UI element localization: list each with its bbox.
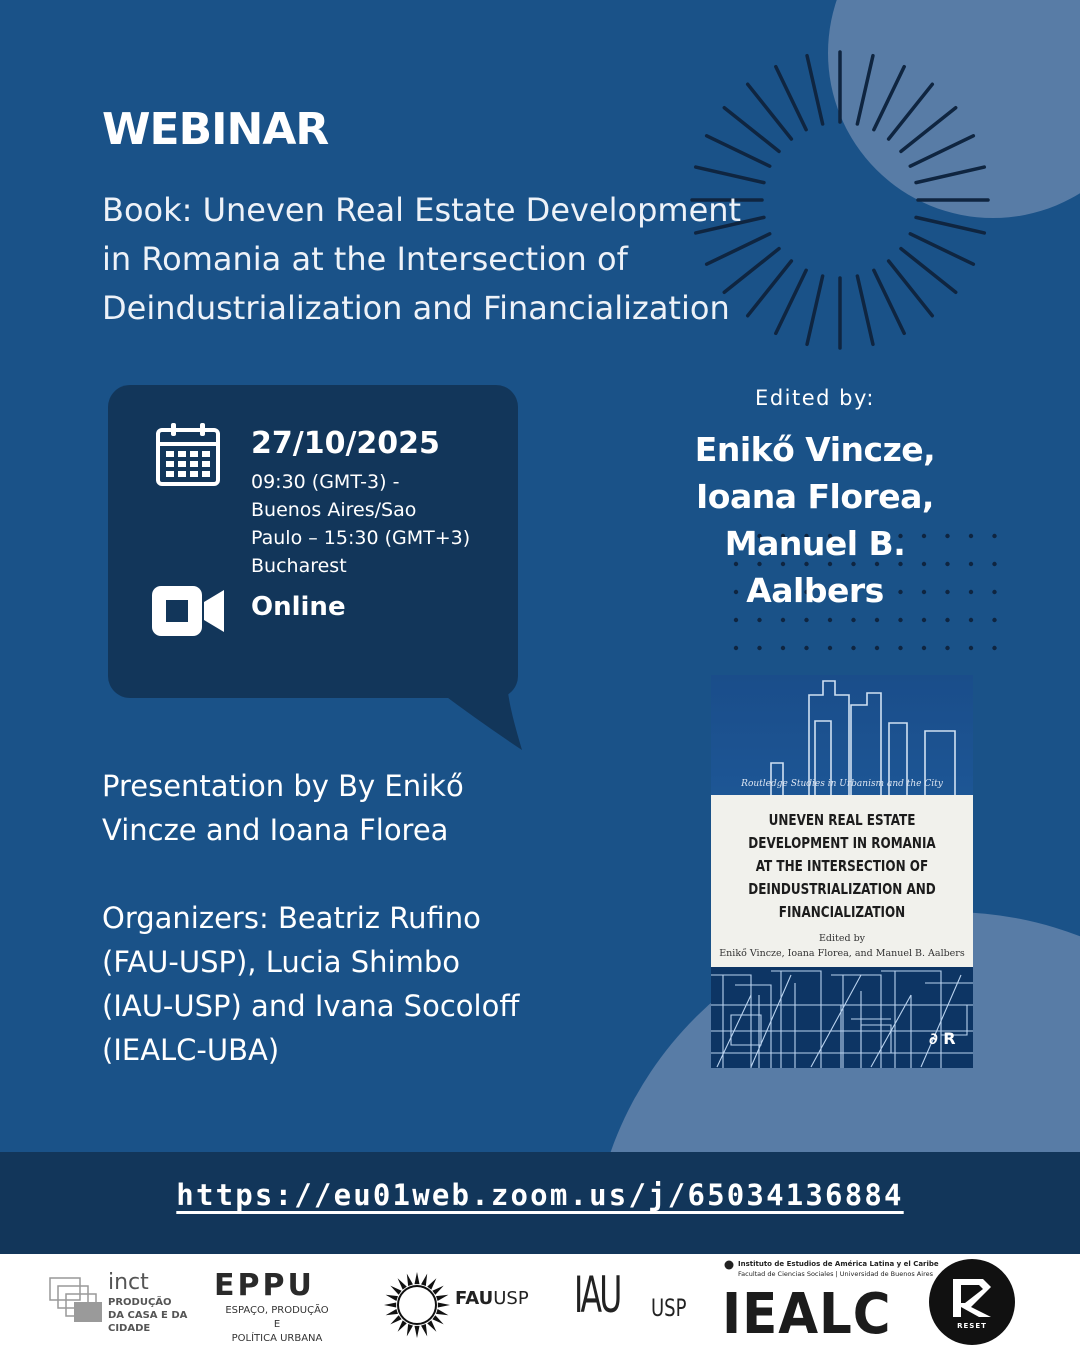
iealc-institute-name: Instituto de Estudios de América Latina y el Caribe bbox=[738, 1260, 939, 1268]
inct-subtitle-line: CIDADE bbox=[108, 1323, 151, 1334]
presentation-line: Presentation by By Enikő bbox=[102, 769, 464, 803]
event-time-line: Bucharest bbox=[251, 555, 347, 577]
calendar-icon bbox=[154, 420, 222, 488]
decoration-dot bbox=[969, 646, 973, 650]
event-time-line: Buenos Aires/Sao bbox=[251, 499, 417, 521]
publisher-mark: R bbox=[943, 1029, 956, 1048]
decoration-dot bbox=[804, 618, 808, 622]
inct-logo-subtitle bbox=[108, 1296, 187, 1335]
book-cover-title-line: FINANCIALIZATION bbox=[778, 903, 906, 921]
decoration-dot bbox=[851, 618, 855, 622]
event-date: 27/10/2025 bbox=[251, 426, 440, 461]
sunburst-ray bbox=[707, 136, 770, 166]
zoom-link[interactable]: https://eu01web.zoom.us/j/65034136884 bbox=[176, 1178, 904, 1212]
partner-logos-strip bbox=[0, 1254, 1080, 1350]
fau-sun-ray bbox=[432, 1315, 443, 1324]
iealc-faculty-name: Facultad de Ciencias Sociales | Universidad de Buenos Aires bbox=[738, 1270, 933, 1278]
fau-sun-core bbox=[398, 1286, 436, 1324]
fau-sun-ray bbox=[386, 1309, 398, 1315]
fau-sun-logo-icon bbox=[382, 1270, 452, 1340]
decoration-dot bbox=[945, 562, 949, 566]
iealc-seal-icon bbox=[724, 1260, 734, 1270]
decoration-dot bbox=[992, 646, 996, 650]
book-cover-editors: Enikő Vincze, Ioana Florea, and Manuel B. Aalbers bbox=[719, 948, 965, 959]
book-title-line: Book: Uneven Real Estate Development bbox=[102, 191, 742, 229]
inct-logo-icon bbox=[48, 1276, 106, 1326]
inct-logo-name: inct bbox=[108, 1270, 149, 1295]
decoration-dot bbox=[922, 646, 926, 650]
decoration-dot bbox=[969, 618, 973, 622]
decoration-dot bbox=[945, 534, 949, 538]
book-cover-title-line: AT THE INTERSECTION OF bbox=[755, 857, 929, 875]
book-cover-title-line: DEVELOPMENT IN ROMANIA bbox=[748, 834, 936, 852]
book-title-heading bbox=[102, 186, 842, 333]
eppu-logo-name: EPPU bbox=[214, 1268, 315, 1303]
organizers-line: (IAU-USP) and Ivana Socoloff bbox=[102, 989, 520, 1023]
editor-line: Aalbers bbox=[746, 571, 884, 610]
book-cover-title-line: UNEVEN REAL ESTATE bbox=[768, 811, 916, 829]
book-cover-title bbox=[735, 809, 950, 924]
fau-sun-ray bbox=[390, 1286, 401, 1295]
organizers-line: (IEALC-UBA) bbox=[102, 1033, 280, 1067]
book-series-name: Routledge Studies in Urbanism and the City bbox=[741, 779, 943, 789]
decoration-dot bbox=[922, 618, 926, 622]
decoration-dot bbox=[945, 646, 949, 650]
event-time-line: 09:30 (GMT-3) - bbox=[251, 471, 400, 493]
fau-sun-ray bbox=[384, 1302, 396, 1307]
book-title-line: in Romania at the Intersection of bbox=[102, 240, 628, 278]
edited-by-label: Edited by: bbox=[755, 386, 875, 410]
event-type-label: WEBINAR bbox=[102, 104, 329, 155]
editor-line: Enikő Vincze, bbox=[694, 430, 936, 469]
event-time-line: Paulo – 15:30 (GMT+3) bbox=[251, 527, 471, 549]
fau-sun-ray bbox=[432, 1286, 443, 1295]
routledge-logo-icon bbox=[929, 1029, 963, 1049]
decoration-dot bbox=[898, 618, 902, 622]
iau-logo-suffix: USP bbox=[651, 1294, 687, 1322]
eppu-subtitle-line: POLÍTICA URBANA bbox=[231, 1333, 323, 1344]
decoration-dot bbox=[781, 646, 785, 650]
decoration-dot bbox=[828, 646, 832, 650]
video-camera-icon bbox=[150, 582, 226, 640]
event-time bbox=[251, 468, 511, 580]
presentation-line: Vincze and Ioana Florea bbox=[102, 813, 449, 847]
open-access-icon: ∂ bbox=[929, 1029, 938, 1048]
eppu-subtitle-line: ESPAÇO, PRODUÇÃO E bbox=[225, 1305, 329, 1330]
decoration-dot bbox=[828, 618, 832, 622]
reset-mark-icon bbox=[949, 1275, 995, 1321]
sunburst-ray bbox=[874, 270, 904, 333]
decoration-dot bbox=[757, 618, 761, 622]
decoration-dot bbox=[898, 646, 902, 650]
speech-bubble-tail bbox=[400, 692, 525, 752]
fau-logo-bold: FAU bbox=[455, 1288, 494, 1309]
decoration-dot bbox=[734, 618, 738, 622]
editors-list bbox=[690, 426, 940, 614]
decoration-dot bbox=[969, 562, 973, 566]
fau-sun-ray bbox=[398, 1320, 407, 1331]
sunburst-ray bbox=[776, 67, 806, 130]
fau-sun-ray bbox=[386, 1295, 398, 1301]
reset-logo-name: RESET bbox=[957, 1322, 987, 1330]
sunburst-ray bbox=[910, 234, 973, 264]
book-title-panel bbox=[711, 795, 973, 967]
editor-line: Ioana Florea, bbox=[696, 477, 934, 516]
fau-sun-ray bbox=[390, 1315, 401, 1324]
book-cover-title-line: DEINDUSTRIALIZATION AND bbox=[748, 880, 936, 898]
fau-logo-light: USP bbox=[493, 1288, 529, 1309]
sunburst-ray bbox=[916, 217, 984, 233]
sunburst-ray bbox=[916, 167, 984, 183]
book-cover-edited-by: Edited by bbox=[818, 933, 866, 944]
reset-logo-icon bbox=[929, 1259, 1015, 1345]
decoration-dot bbox=[992, 534, 996, 538]
fau-sun-ray bbox=[414, 1326, 419, 1338]
sunburst-ray bbox=[857, 56, 873, 124]
fau-usp-logo-name bbox=[455, 1288, 529, 1309]
decoration-dot bbox=[804, 646, 808, 650]
fau-sun-ray bbox=[407, 1274, 413, 1286]
decoration-dot bbox=[851, 646, 855, 650]
decoration-dot bbox=[875, 646, 879, 650]
organizers-line: Organizers: Beatriz Rufino bbox=[102, 901, 481, 935]
fau-sun-ray bbox=[438, 1302, 450, 1307]
decoration-dot bbox=[992, 562, 996, 566]
fau-sun-ray bbox=[398, 1278, 407, 1289]
decoration-dot bbox=[757, 646, 761, 650]
eppu-logo-subtitle bbox=[222, 1304, 332, 1346]
book-title-line: Deindustrialization and Financialization bbox=[102, 289, 730, 327]
editor-line: Manuel B. bbox=[724, 524, 906, 563]
fau-sun-ray bbox=[427, 1278, 436, 1289]
decoration-dot bbox=[945, 590, 949, 594]
fau-sun-ray bbox=[421, 1274, 427, 1286]
decoration-dot bbox=[992, 618, 996, 622]
book-cover-image bbox=[711, 675, 973, 1068]
decoration-dot bbox=[945, 618, 949, 622]
event-mode: Online bbox=[251, 592, 346, 622]
fau-sun-ray bbox=[414, 1272, 419, 1284]
fau-sun-ray bbox=[421, 1324, 427, 1336]
iealc-logo-name: IEALC bbox=[722, 1282, 892, 1347]
fau-sun-ray bbox=[436, 1295, 448, 1301]
inct-subtitle-line: PRODUÇÃO bbox=[108, 1297, 172, 1308]
decoration-dot bbox=[992, 590, 996, 594]
sunburst-ray bbox=[857, 276, 873, 344]
iau-logo-name: IAU bbox=[574, 1266, 620, 1324]
inct-subtitle-line: DA CASA E DA bbox=[108, 1310, 188, 1321]
sunburst-ray bbox=[696, 167, 764, 183]
decoration-dot bbox=[781, 618, 785, 622]
organizers-credits bbox=[102, 896, 582, 1072]
fau-sun-ray bbox=[427, 1320, 436, 1331]
fau-sun-ray bbox=[407, 1324, 413, 1336]
sunburst-ray bbox=[874, 67, 904, 130]
decoration-dot bbox=[969, 590, 973, 594]
organizers-line: (FAU-USP), Lucia Shimbo bbox=[102, 945, 460, 979]
decoration-dot bbox=[969, 534, 973, 538]
sunburst-ray bbox=[910, 136, 973, 166]
presentation-credits bbox=[102, 764, 582, 852]
decoration-dot bbox=[734, 646, 738, 650]
sunburst-ray bbox=[807, 56, 823, 124]
fau-sun-ray bbox=[436, 1309, 448, 1315]
decoration-dot bbox=[875, 618, 879, 622]
